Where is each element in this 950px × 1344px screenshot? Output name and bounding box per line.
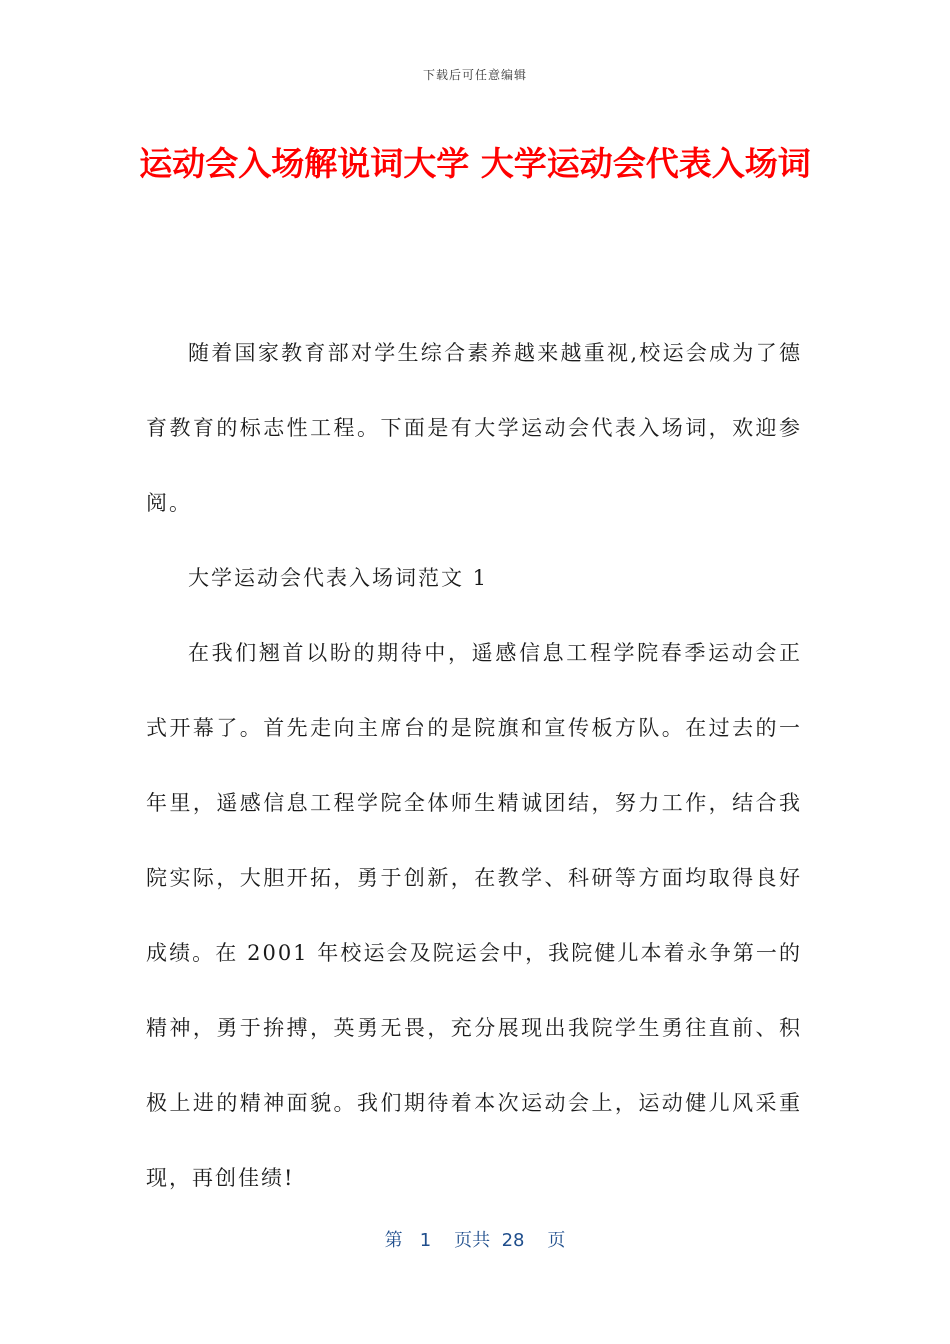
footer-mid: 页共 bbox=[454, 1230, 491, 1251]
total-pages-number: 28 bbox=[501, 1230, 525, 1251]
section-heading: 大学运动会代表入场词范文 1 bbox=[188, 566, 489, 590]
footer-suffix: 页 bbox=[547, 1230, 566, 1251]
document-title: 运动会入场解说词大学 大学运动会代表入场词 bbox=[139, 144, 811, 183]
page-footer bbox=[0, 1226, 950, 1252]
intro-paragraph: 随着国家教育部对学生综合素养越来越重视,校运会成为了德育教育的标志性工程。下面是有大学运动会代表入场词，欢迎参阅。 bbox=[146, 341, 802, 515]
body-paragraph: 在我们翘首以盼的期待中，遥感信息工程学院春季运动会正式开幕了。首先走向主席台的是院旗和宣传板方队。在过去的一年里，遥感信息工程学院全体师生精诚团结，努力工作，结合我院实际，大胆开拓，勇于创新，在教学、科研等方面均取得良好成绩。在 2001 年校运会及院运会中，我院健儿本着永争第一的精神，勇于拚搏，英勇无畏，充分展现出我院学生勇往直前、积极上进的精神面貌。我们期待着本次运动会上，运动健儿风采重现，再创佳绩! bbox=[146, 641, 802, 1190]
footer-prefix: 第 bbox=[384, 1230, 403, 1251]
header-note: 下载后可任意编辑 bbox=[422, 68, 527, 82]
document-body bbox=[146, 316, 802, 1216]
current-page-number: 1 bbox=[419, 1230, 432, 1251]
